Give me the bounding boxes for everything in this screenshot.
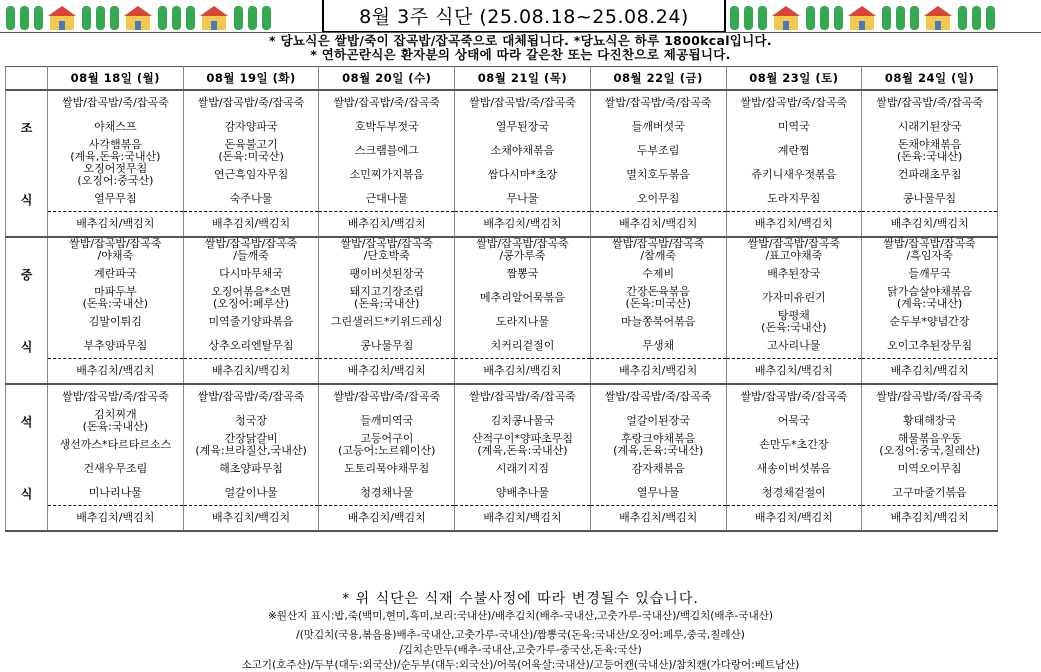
dish-name: 어묵국 (777, 414, 810, 427)
dish-name: 해물볶음우동 (897, 432, 962, 445)
menu-cell: 배추된장국 (726, 262, 862, 286)
menu-cell (862, 409, 998, 433)
tree-icon (248, 6, 257, 30)
dish-name: 김치콩나물국 (490, 414, 555, 427)
menu-cell: 열무나물 (590, 481, 726, 506)
day-header: 08월 22일 (금) (590, 67, 726, 91)
kimchi-cell: 배추김치/백김치 (590, 506, 726, 532)
dish-name: 마늘쫑북어볶음 (620, 315, 696, 328)
menu-cell (726, 237, 862, 262)
dish-origin: /단호박죽 (363, 249, 410, 262)
menu-cell (48, 237, 184, 262)
dish-name: 가자미유린기 (761, 291, 826, 304)
dish-name: 미역줄기양파볶음 (208, 315, 294, 328)
dinner-kimchi-row (6, 506, 998, 532)
menu-cell: 무생채 (590, 334, 726, 359)
dish-origin: (돈육:국내산) (82, 420, 149, 433)
menu-cell: 열무된장국 (455, 115, 591, 139)
lunch-kimchi-row (6, 359, 998, 385)
menu-cell (319, 409, 455, 433)
menu-cell (48, 409, 184, 433)
meal-label-bottom: 식 (20, 486, 33, 501)
menu-cell (726, 409, 862, 433)
corner-cell (6, 67, 48, 91)
menu-cell (862, 310, 998, 334)
menu-cell: 쌀밥/잡곡밥/죽/잡곡죽 (590, 384, 726, 409)
menu-cell (726, 310, 862, 334)
menu-cell: 쌀밥/잡곡밥/죽/잡곡죽 (862, 384, 998, 409)
dish-name: 탕평채 (777, 309, 810, 322)
dish-origin: (계육,돈육:국내산) (70, 150, 161, 163)
menu-cell (726, 286, 862, 310)
menu-cell (862, 139, 998, 163)
menu-cell: 쌀밥/잡곡밥/죽/잡곡죽 (726, 384, 862, 409)
house-icon (924, 6, 952, 30)
origin-line-3: /김치손만두(배추-국내산,고춧가루-중국산,돈육:국산) (399, 644, 642, 656)
dish-origin: /참깨죽 (640, 249, 676, 262)
menu-cell (319, 310, 455, 334)
dish-origin: (계육,돈육:국내산) (613, 444, 704, 457)
dish-origin: (오징어:페루산) (213, 297, 290, 310)
kimchi-cell: 배추김치/백김치 (183, 359, 319, 385)
menu-cell: 청경채겉절이 (726, 481, 862, 506)
menu-cell: 오이고추된장무침 (862, 334, 998, 359)
day-header-row (6, 67, 998, 91)
dish-origin: (오징어:중국,칠레산) (879, 444, 980, 457)
menu-cell: 쌀밥/잡곡밥/죽/잡곡죽 (183, 384, 319, 409)
lunch-row (6, 262, 998, 286)
dinner-row (6, 457, 998, 481)
breakfast-label (6, 90, 48, 237)
dish-origin: /들깨죽 (233, 249, 269, 262)
meal-label-top: 석 (20, 414, 33, 429)
house-icon (772, 6, 800, 30)
menu-cell (48, 286, 184, 310)
breakfast-row (6, 163, 998, 187)
menu-cell: 짬뽕국 (455, 262, 591, 286)
menu-cell (590, 163, 726, 187)
menu-cell (183, 163, 319, 187)
menu-cell: 얼갈이나물 (183, 481, 319, 506)
menu-cell: 감자양파국 (183, 115, 319, 139)
menu-cell (455, 286, 591, 310)
menu-cell: 미역오이무침 (862, 457, 998, 481)
dish-name: 들깨미역국 (360, 414, 414, 427)
menu-cell (319, 433, 455, 457)
tree-icon (958, 6, 967, 30)
weekly-menu-table (5, 66, 998, 532)
menu-cell: 쌀밥/잡곡밥/죽/잡곡죽 (183, 90, 319, 115)
note-dysphagia: * 연하곤란식은 환자분의 상태에 따라 갈은찬 또는 다진찬으로 제공됩니다. (310, 47, 731, 62)
tree-icon (972, 6, 981, 30)
dish-origin: (돈육:국내산) (82, 297, 149, 310)
menu-cell: 쌀밥/잡곡밥/죽/잡곡죽 (726, 90, 862, 115)
dinner-row (6, 481, 998, 506)
menu-cell (48, 139, 184, 163)
menu-cell (590, 409, 726, 433)
houses-trees-decoration-right (728, 2, 1038, 32)
kimchi-cell: 배추김치/백김치 (48, 212, 184, 238)
tree-icon (820, 6, 829, 30)
dinner-row (6, 384, 998, 409)
dish-origin: /흑임자죽 (906, 249, 953, 262)
menu-cell: 쌀밥/잡곡밥/죽/잡곡죽 (319, 384, 455, 409)
day-header: 08월 18일 (월) (48, 67, 184, 91)
menu-cell (319, 163, 455, 187)
page-title: 8월 3주 식단 (25.08.18~25.08.24) (322, 0, 726, 33)
dish-origin: (돈육:미국산) (218, 150, 284, 163)
menu-cell: 쌀밥/잡곡밥/죽/잡곡죽 (590, 90, 726, 115)
tree-icon (234, 6, 243, 30)
dish-name: 돼지고기장조림 (349, 285, 424, 298)
day-header: 08월 20일 (수) (319, 67, 455, 91)
tree-icon (96, 6, 105, 30)
dish-name: 소민찌가지볶음 (349, 168, 424, 181)
kimchi-cell: 배추김치/백김치 (726, 212, 862, 238)
menu-cell (726, 139, 862, 163)
lunch-row (6, 334, 998, 359)
dish-name: 연근흑임자무침 (213, 168, 289, 181)
dish-name: 생선까스*타르타르소스 (59, 438, 172, 451)
menu-cell (183, 433, 319, 457)
lunch-label (6, 237, 48, 384)
dish-name: 스크램블에그 (354, 144, 419, 157)
menu-cell: 쌀밥/잡곡밥/죽/잡곡죽 (48, 90, 184, 115)
dish-name: 쌈다시마*초장 (487, 168, 558, 181)
tree-icon (110, 6, 119, 30)
menu-cell (455, 433, 591, 457)
menu-cell: 쌀밥/잡곡밥/죽/잡곡죽 (319, 90, 455, 115)
dish-name: 황태해장국 (903, 414, 957, 427)
menu-cell: 야채스프 (48, 115, 184, 139)
dish-name: 돈채야채볶음 (897, 138, 962, 151)
menu-cell (455, 163, 591, 187)
dish-name: 두부조림 (636, 144, 680, 157)
menu-cell: 도토리묵야채무침 (319, 457, 455, 481)
house-icon (200, 6, 228, 30)
tree-icon (882, 6, 891, 30)
tree-icon (186, 6, 195, 30)
menu-cell: 근대나물 (319, 187, 455, 212)
kimchi-cell: 배추김치/백김치 (590, 212, 726, 238)
menu-cell (48, 433, 184, 457)
lunch-row (6, 310, 998, 334)
menu-cell (183, 237, 319, 262)
dish-name: 오징어볶음*소면 (211, 285, 291, 298)
dish-name: 도라지나물 (495, 315, 550, 328)
tree-icon (910, 6, 919, 30)
menu-cell: 감자채볶음 (590, 457, 726, 481)
origin-line-2: /(맛김치(국용,볶음용)배추-국내산,고춧가루-국내산)/짬뽕국(돈육:국내산/오징어:페루,중국,칠레산) (296, 629, 745, 641)
kimchi-cell: 배추김치/백김치 (48, 359, 184, 385)
kimchi-cell: 배추김치/백김치 (862, 212, 998, 238)
kimchi-cell: 배추김치/백김치 (862, 506, 998, 532)
menu-cell: 새송이버섯볶음 (726, 457, 862, 481)
menu-cell: 무나물 (455, 187, 591, 212)
tree-icon (34, 6, 43, 30)
dish-name: 쥬키니새우젓볶음 (751, 168, 837, 181)
menu-cell (455, 237, 591, 262)
meal-label-bottom: 식 (20, 192, 33, 207)
menu-cell: 미나리나물 (48, 481, 184, 506)
menu-cell (319, 286, 455, 310)
dish-origin: /표고야채죽 (765, 249, 823, 262)
menu-cell: 쌀밥/잡곡밥/죽/잡곡죽 (48, 384, 184, 409)
breakfast-row (6, 139, 998, 163)
dish-name: 사각햄볶음 (88, 138, 142, 151)
tree-icon (744, 6, 753, 30)
dish-name: 쌀밥/잡곡밥/잡곡죽 (476, 237, 569, 250)
menu-cell (590, 237, 726, 262)
menu-cell (590, 433, 726, 457)
tree-icon (834, 6, 843, 30)
kimchi-cell: 배추김치/백김치 (455, 359, 591, 385)
menu-cell: 청경채나물 (319, 481, 455, 506)
tree-icon (6, 6, 15, 30)
tree-icon (730, 6, 739, 30)
breakfast-kimchi-row (6, 212, 998, 238)
menu-cell: 건새우무조림 (48, 457, 184, 481)
menu-cell (455, 409, 591, 433)
menu-cell: 치커리겉절이 (455, 334, 591, 359)
menu-cell: 시래기된장국 (862, 115, 998, 139)
dish-origin: (계육:브라질산,국내산) (195, 444, 307, 457)
kimchi-cell: 배추김치/백김치 (590, 359, 726, 385)
origin-line-4: 소고기(호주산)/두부(대두:외국산)/순두부(대두:외국산)/어묵(어육살:국내산)/고등어캔(국내산)/참치캔(가다랑어:베트남산) (241, 659, 800, 671)
dish-name: 멸치호두볶음 (626, 168, 691, 181)
menu-cell: 시래기지짐 (455, 457, 591, 481)
lunch-row (6, 237, 998, 262)
menu-cell (48, 310, 184, 334)
kimchi-cell: 배추김치/백김치 (183, 212, 319, 238)
tree-icon (806, 6, 815, 30)
dish-origin: (계육,돈육:국내산) (477, 444, 568, 457)
menu-cell (455, 310, 591, 334)
menu-cell: 다시마무채국 (183, 262, 319, 286)
menu-cell: 상추오리엔탈무침 (183, 334, 319, 359)
dish-name: 김치찌개 (94, 408, 137, 421)
dish-name: 순두부*양념간장 (889, 315, 970, 328)
dish-name: 메추리알어묵볶음 (479, 291, 565, 304)
menu-cell: 고구마줄기볶음 (862, 481, 998, 506)
dish-origin: (돈육:국내산) (896, 150, 963, 163)
menu-cell (726, 433, 862, 457)
note-diabetes: * 당뇨식은 쌀밥/죽이 잡곡밥/잡곡죽으로 대체됩니다. *당뇨식은 하루 1800kcal입니다. (269, 33, 772, 48)
dish-origin: (돈육:국내산) (761, 321, 827, 334)
houses-trees-decoration-left (4, 2, 314, 32)
kimchi-cell: 배추김치/백김치 (319, 212, 455, 238)
menu-cell (183, 409, 319, 433)
day-header: 08월 24일 (일) (862, 67, 998, 91)
dish-name: 쌀밥/잡곡밥/잡곡죽 (747, 237, 841, 250)
day-header: 08월 19일 (화) (183, 67, 319, 91)
menu-cell: 들깨버섯국 (590, 115, 726, 139)
menu-cell: 콩나물무침 (319, 334, 455, 359)
meal-label-top: 조 (20, 120, 33, 135)
house-icon (48, 6, 76, 30)
meal-label-bottom: 식 (20, 339, 33, 354)
menu-cell (183, 139, 319, 163)
menu-cell (48, 163, 184, 187)
lunch-row (6, 286, 998, 310)
menu-cell: 고사리나물 (726, 334, 862, 359)
kimchi-cell: 배추김치/백김치 (726, 359, 862, 385)
dish-name: 돈육불고기 (224, 138, 278, 151)
menu-cell: 수제비 (590, 262, 726, 286)
dish-name: 건파래초무침 (897, 168, 962, 181)
tree-icon (158, 6, 167, 30)
menu-cell: 미역국 (726, 115, 862, 139)
meal-label-top: 중 (20, 267, 33, 282)
dish-origin: (돈육:국내산) (354, 297, 420, 310)
menu-cell (726, 163, 862, 187)
dinner-row (6, 433, 998, 457)
dish-origin: /야채죽 (97, 249, 134, 262)
origin-line-1: ※원산지 표시:밥,죽(백미,현미,흑미,보리:국내산)/배추김치(배추-국내산,고춧가루-국내산)/백김치(배추-국내산) (268, 610, 773, 622)
menu-cell: 쌀밥/잡곡밥/죽/잡곡죽 (455, 90, 591, 115)
tree-icon (896, 6, 905, 30)
kimchi-cell: 배추김치/백김치 (455, 506, 591, 532)
dish-name: 간장닭갈비 (224, 432, 278, 445)
dish-name: 쌀밥/잡곡밥/잡곡죽 (204, 237, 298, 250)
tree-icon (758, 6, 767, 30)
day-header: 08월 21일 (목) (455, 67, 591, 91)
dish-name: 쌀밥/잡곡밥/잡곡죽 (340, 237, 433, 250)
house-icon (124, 6, 152, 30)
menu-cell (862, 433, 998, 457)
breakfast-row (6, 90, 998, 115)
breakfast-row (6, 187, 998, 212)
menu-cell (862, 286, 998, 310)
dish-name: 손만두*초간장 (759, 438, 829, 451)
dish-name: 쌀밥/잡곡밥/잡곡죽 (883, 237, 976, 250)
dish-origin: /콩가루죽 (499, 249, 546, 262)
tree-icon (20, 6, 29, 30)
menu-cell: 오이무침 (590, 187, 726, 212)
menu-cell: 쌀밥/잡곡밥/죽/잡곡죽 (862, 90, 998, 115)
kimchi-cell: 배추김치/백김치 (319, 359, 455, 385)
tree-icon (986, 6, 995, 30)
change-notice: * 위 식단은 식재 수불사정에 따라 변경될수 있습니다. (342, 591, 699, 607)
kimchi-cell: 배추김치/백김치 (455, 212, 591, 238)
header (0, 0, 1041, 34)
notes (0, 34, 1041, 62)
kimchi-cell: 배추김치/백김치 (48, 506, 184, 532)
dish-name: 쌀밥/잡곡밥/잡곡죽 (611, 237, 705, 250)
menu-cell: 콩나물무침 (862, 187, 998, 212)
dish-name: 고등어구이 (360, 432, 414, 445)
menu-cell: 양배추나물 (455, 481, 591, 506)
dish-name: 청국장 (235, 414, 267, 427)
menu-cell: 열무무침 (48, 187, 184, 212)
menu-cell (590, 139, 726, 163)
menu-cell: 호박두부젓국 (319, 115, 455, 139)
house-icon (848, 6, 876, 30)
menu-cell (183, 286, 319, 310)
dish-origin: (고등어:노르웨이산) (338, 444, 436, 457)
menu-cell: 해초양파무침 (183, 457, 319, 481)
menu-cell: 숙주나물 (183, 187, 319, 212)
menu-cell (183, 310, 319, 334)
dish-origin: (오징어:중국산) (77, 174, 154, 187)
menu-cell: 들깨무국 (862, 262, 998, 286)
tree-icon (82, 6, 91, 30)
menu-cell (862, 237, 998, 262)
kimchi-cell: 배추김치/백김치 (319, 506, 455, 532)
kimchi-cell: 배추김치/백김치 (726, 506, 862, 532)
dish-name: 간장돈육볶음 (626, 285, 691, 298)
dinner-label (6, 384, 48, 531)
dinner-row (6, 409, 998, 433)
day-header: 08월 23일 (토) (726, 67, 862, 91)
kimchi-cell: 배추김치/백김치 (862, 359, 998, 385)
dish-name: 계란찜 (777, 144, 810, 157)
menu-cell: 부추양파무침 (48, 334, 184, 359)
menu-cell (455, 139, 591, 163)
dish-name: 후랑크야채볶음 (620, 432, 696, 445)
tree-icon (172, 6, 181, 30)
menu-cell: 도라지무침 (726, 187, 862, 212)
menu-cell (319, 237, 455, 262)
breakfast-row (6, 115, 998, 139)
menu-cell (590, 286, 726, 310)
dish-origin: (돈육:미국산) (625, 297, 691, 310)
dish-name: 쌀밥/잡곡밥/잡곡죽 (69, 237, 162, 250)
dish-name: 닭가슴살야채볶음 (887, 285, 973, 298)
dish-name: 소채야채볶음 (490, 144, 555, 157)
menu-cell (590, 310, 726, 334)
tree-icon (262, 6, 271, 30)
dish-name: 김말이튀김 (88, 315, 142, 328)
dish-name: 산적구이*양파초무침 (471, 432, 574, 445)
kimchi-cell: 배추김치/백김치 (183, 506, 319, 532)
dish-name: 마파두부 (94, 285, 137, 298)
dish-name: 그린샐러드*키위드레싱 (330, 315, 443, 328)
menu-cell: 팽이버섯된장국 (319, 262, 455, 286)
menu-cell (319, 139, 455, 163)
menu-cell: 계란파국 (48, 262, 184, 286)
dish-name: 얼갈이된장국 (626, 414, 691, 427)
menu-cell: 쌀밥/잡곡밥/죽/잡곡죽 (455, 384, 591, 409)
dish-origin: (계육:국내산) (896, 297, 963, 310)
dish-name: 오징어젓무침 (83, 162, 148, 175)
menu-cell (862, 163, 998, 187)
